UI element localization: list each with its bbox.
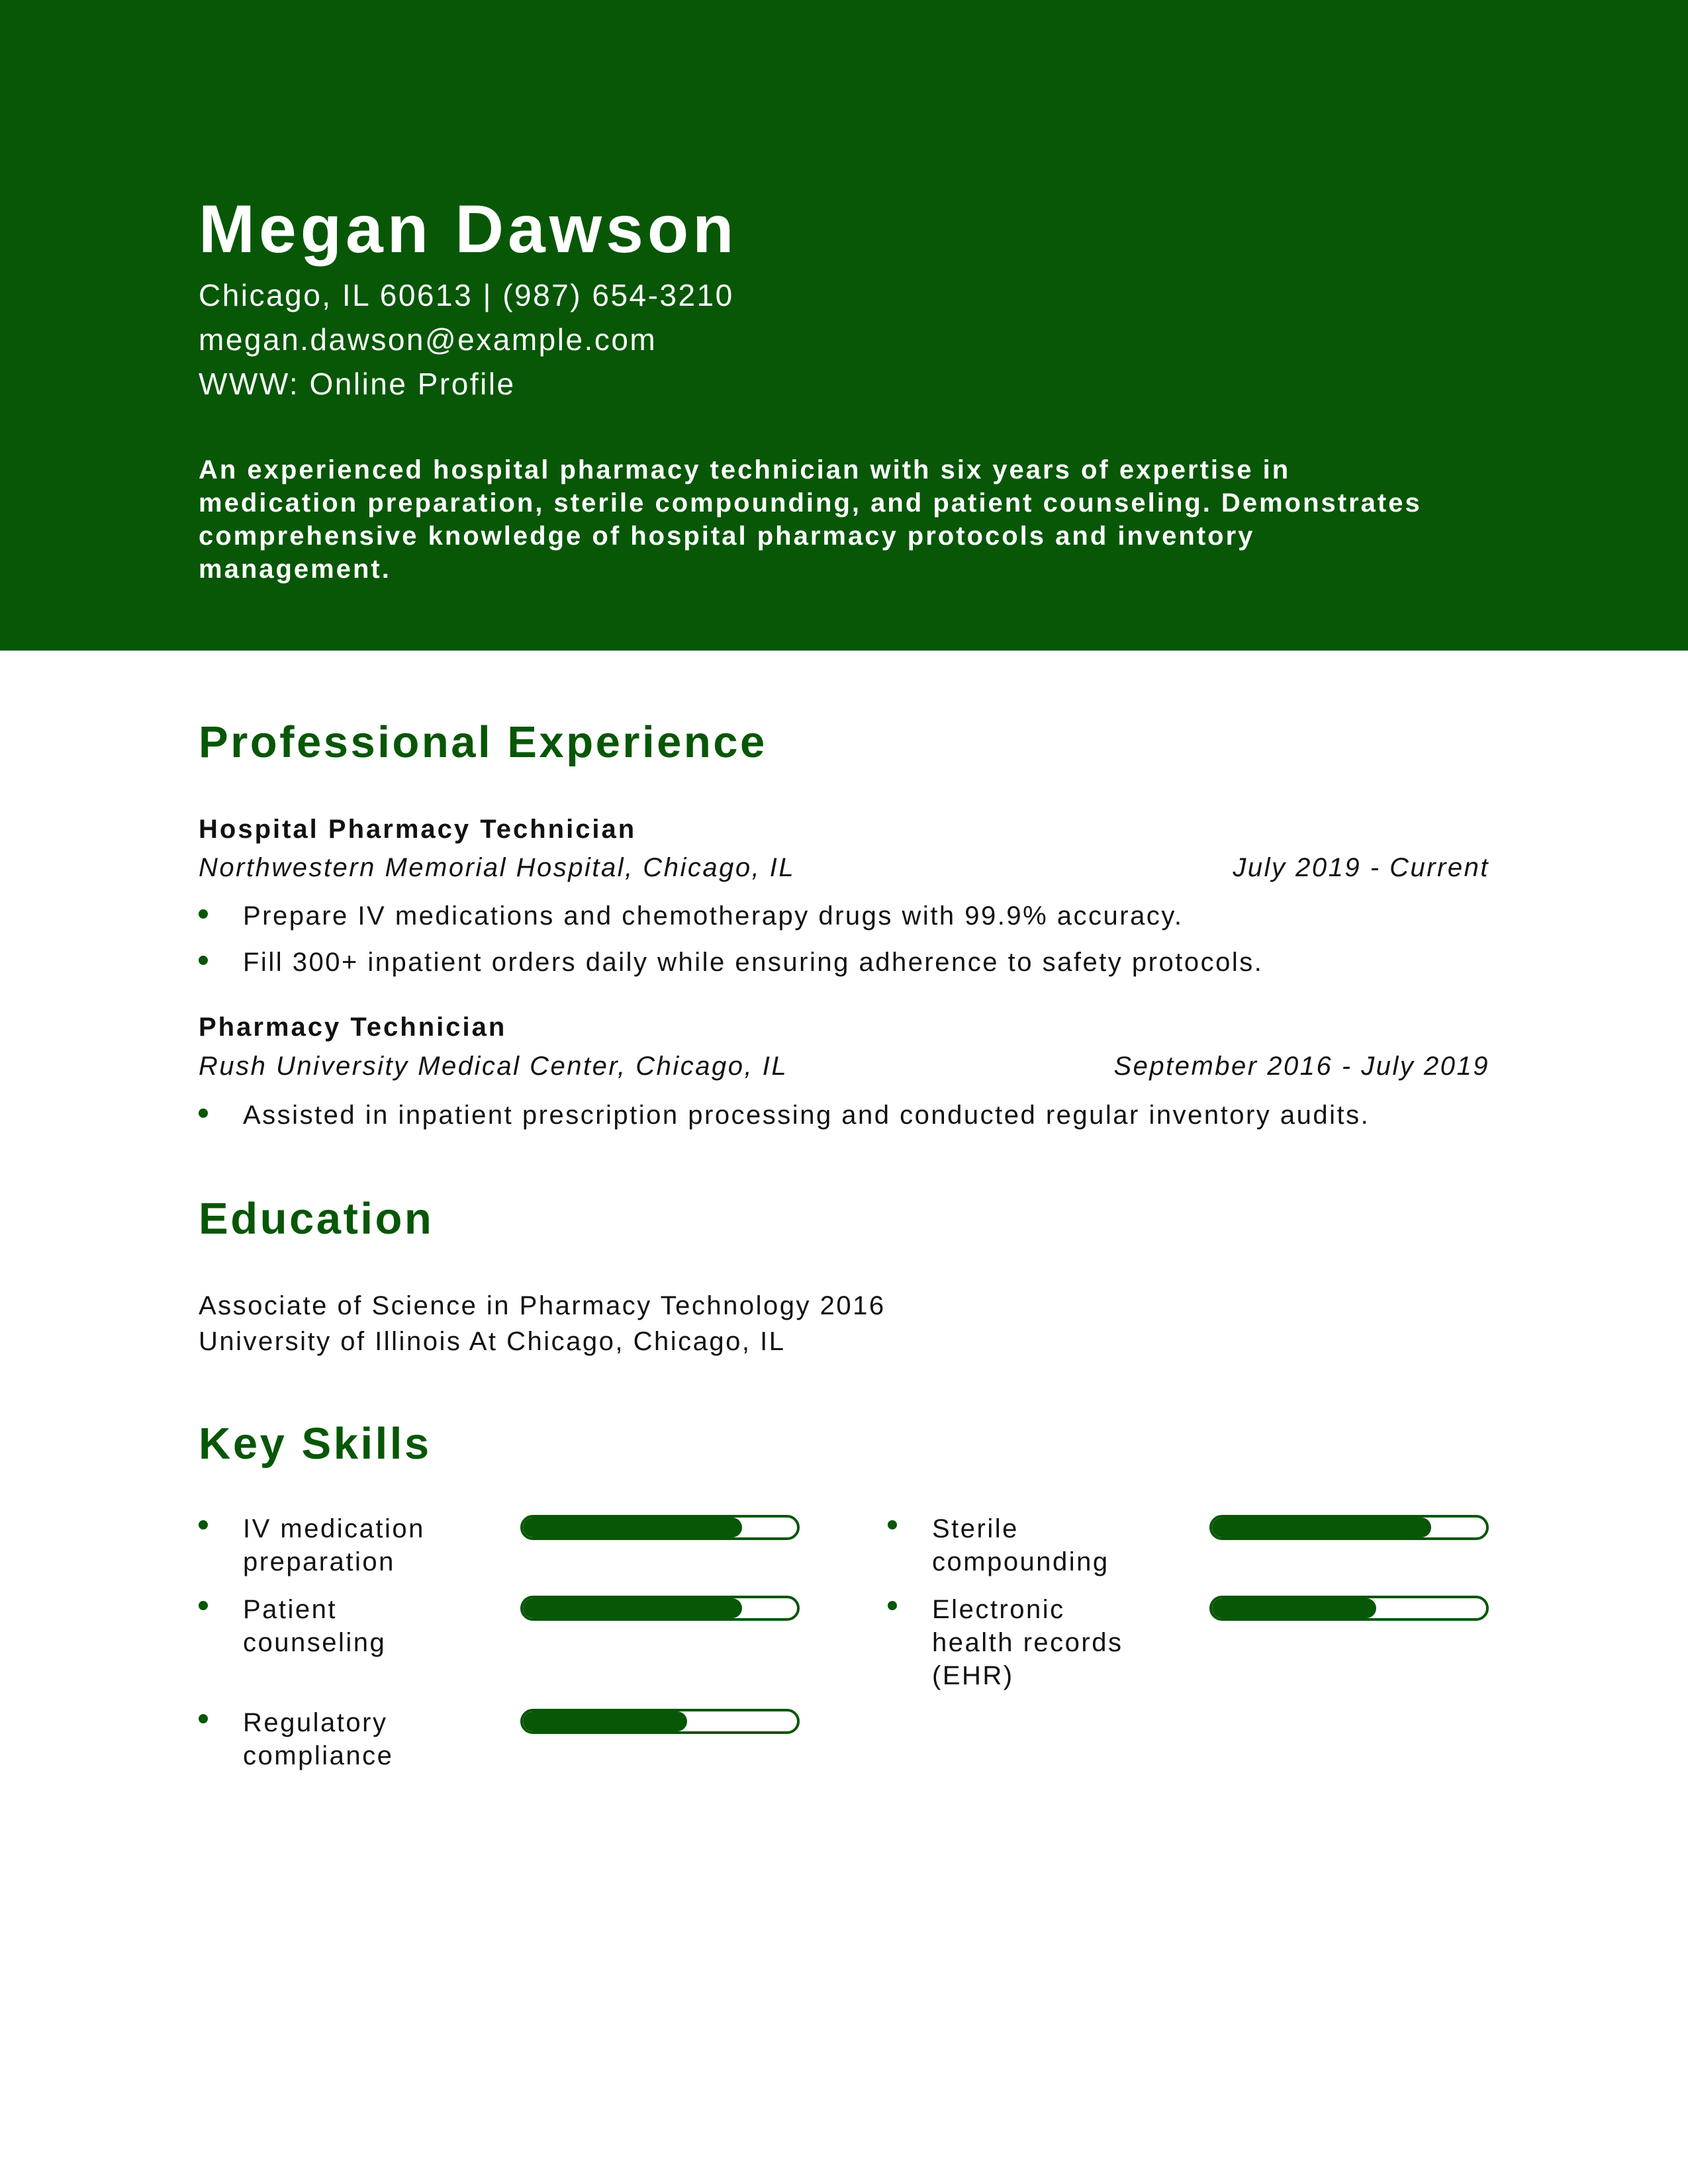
- skill-level-bar: [520, 1515, 800, 1540]
- skill-level-bar: [520, 1596, 800, 1621]
- skill-item: [199, 1512, 834, 1598]
- location-phone: Chicago, IL 60613 | (987) 654-3210: [199, 278, 734, 312]
- skill-item: [888, 1593, 1523, 1690]
- education-heading: Education: [199, 1194, 434, 1244]
- bullet-dot-icon: [199, 1601, 208, 1610]
- bullet-dot-icon: [888, 1601, 897, 1610]
- skill-item: [199, 1593, 834, 1679]
- bullet-dot-icon: [199, 1520, 208, 1529]
- skill-level-bar: [1209, 1515, 1489, 1540]
- bullet-dot-icon: [888, 1520, 897, 1529]
- education-degree: Associate of Science in Pharmacy Technology 2016: [199, 1291, 886, 1320]
- professional-summary: An experienced hospital pharmacy technician with six years of expertise in medication preparation, sterile compounding, and patient counseling. Demonstrates comprehensive knowledge of hospital pharmacy protocols and inventory management.: [199, 455, 1422, 584]
- job-title: Hospital Pharmacy Technician: [199, 815, 637, 844]
- skill-item: [888, 1512, 1523, 1598]
- job-dates: July 2019 - Current: [1233, 853, 1489, 882]
- online-profile-link[interactable]: WWW: Online Profile: [199, 367, 516, 401]
- email-address[interactable]: megan.dawson@example.com: [199, 322, 657, 357]
- skill-label: Sterile compounding: [932, 1514, 1109, 1576]
- job-employer: Rush University Medical Center, Chicago, IL: [199, 1052, 788, 1081]
- skill-level-fill: [1212, 1598, 1376, 1618]
- job-employer: Northwestern Memorial Hospital, Chicago, IL: [199, 853, 796, 882]
- job-bullet-text: Fill 300+ inpatient orders daily while ensuring adherence to safety protocols.: [243, 948, 1264, 977]
- header-banner: [0, 0, 1688, 651]
- skill-item: [199, 1706, 834, 1792]
- job-bullet-text: Prepare IV medications and chemotherapy drugs with 99.9% accuracy.: [243, 901, 1184, 931]
- skill-level-fill: [523, 1518, 742, 1537]
- education-school: University of Illinois At Chicago, Chicago, IL: [199, 1327, 786, 1356]
- skill-level-bar: [1209, 1596, 1489, 1621]
- experience-heading: Professional Experience: [199, 717, 767, 767]
- skills-heading: Key Skills: [199, 1419, 432, 1469]
- skill-level-bar: [520, 1709, 800, 1734]
- skill-label: IV medication preparation: [243, 1514, 425, 1576]
- job-bullet-text: Assisted in inpatient prescription processing and conducted regular inventory audits.: [243, 1101, 1370, 1130]
- bullet-dot-icon: [199, 1109, 208, 1118]
- skill-label: Electronic health records (EHR): [932, 1595, 1123, 1690]
- job-dates: September 2016 - July 2019: [1113, 1052, 1489, 1081]
- bullet-dot-icon: [199, 1714, 208, 1723]
- skill-level-fill: [523, 1598, 742, 1618]
- skill-level-fill: [523, 1711, 687, 1731]
- bullet-dot-icon: [199, 956, 208, 965]
- bullet-dot-icon: [199, 909, 208, 919]
- skill-label: Regulatory compliance: [243, 1708, 394, 1770]
- skill-level-fill: [1212, 1518, 1431, 1537]
- candidate-name: Megan Dawson: [199, 191, 738, 267]
- job-title: Pharmacy Technician: [199, 1013, 507, 1042]
- skill-label: Patient counseling: [243, 1595, 387, 1657]
